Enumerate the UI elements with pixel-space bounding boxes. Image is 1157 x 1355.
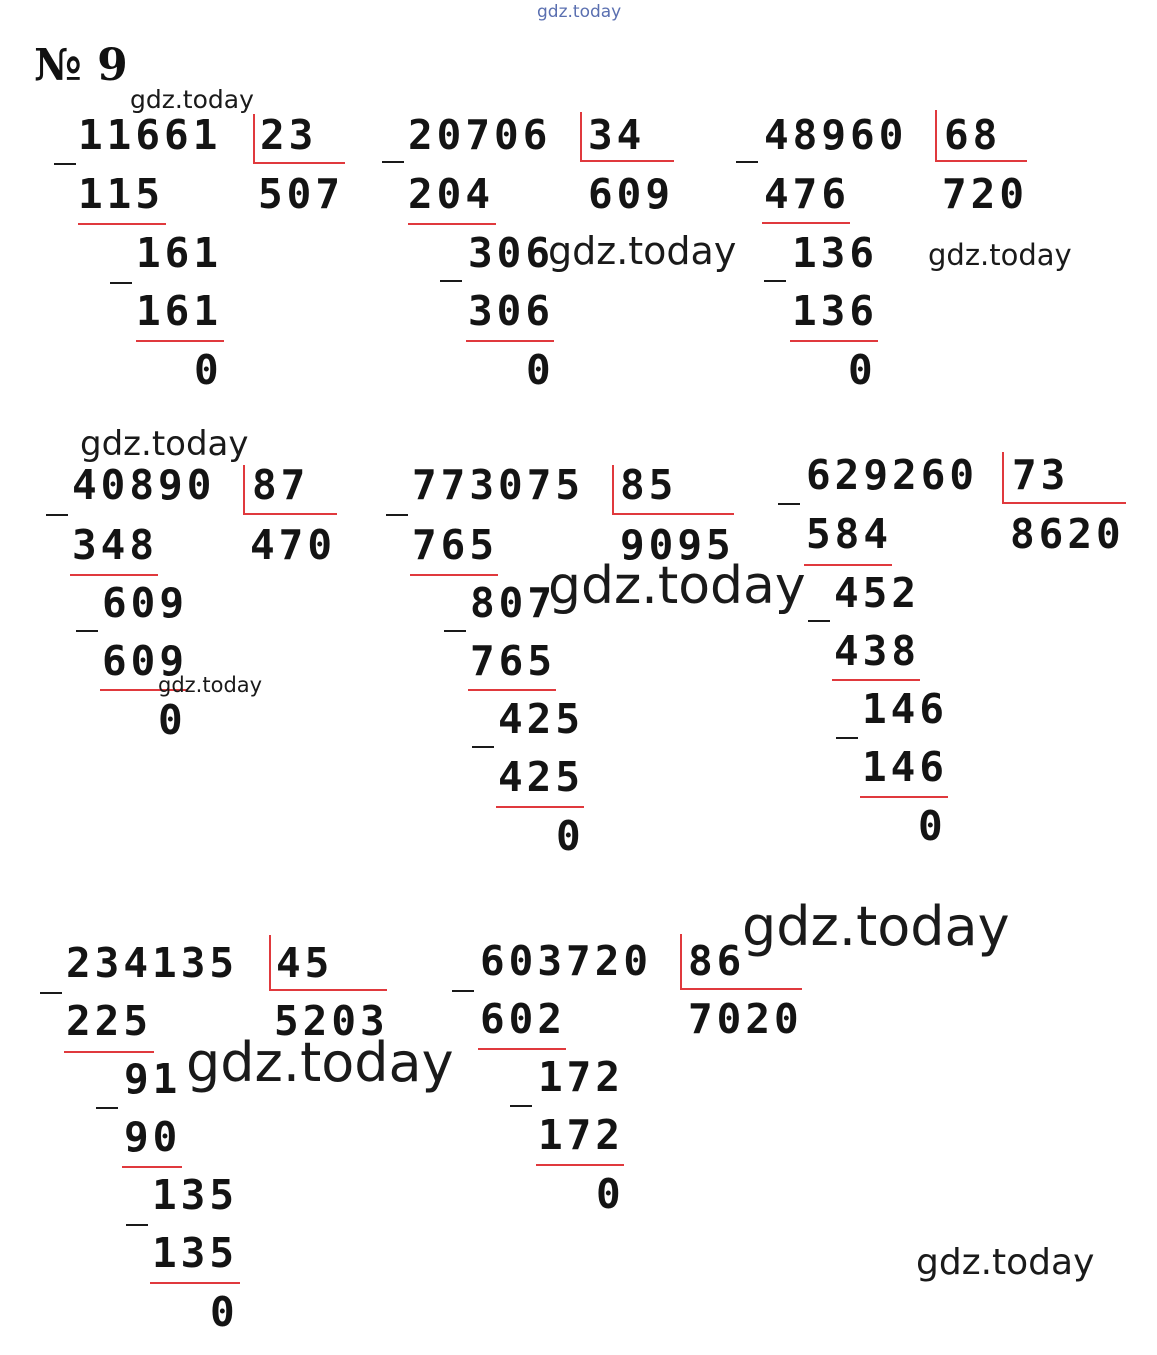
step-remainder: 135: [152, 1171, 239, 1219]
minus-sign: [836, 737, 858, 739]
watermark: gdz.today: [158, 673, 263, 697]
watermark: gdz.today: [928, 238, 1072, 272]
step-underline: [136, 340, 224, 342]
step-underline: [536, 1164, 624, 1166]
watermark: gdz.today: [742, 895, 1010, 958]
divisor: 68: [944, 111, 1002, 159]
final-remainder: 0: [194, 346, 223, 394]
step-underline: [122, 1166, 182, 1168]
step-remainder: 452: [834, 569, 921, 617]
divisor-bar: [580, 112, 582, 162]
step-underline: [762, 222, 850, 224]
quotient: 8620: [1010, 510, 1125, 558]
step-underline: [860, 796, 948, 798]
quotient: 9095: [620, 521, 735, 569]
final-remainder: 0: [848, 346, 877, 394]
step-subtrahend: 602: [480, 995, 567, 1043]
minus-sign: [444, 630, 466, 632]
minus-sign: [386, 514, 408, 516]
step-underline: [790, 340, 878, 342]
step-underline: [78, 223, 166, 225]
dividend: 20706: [408, 111, 552, 159]
step-underline: [478, 1048, 566, 1050]
divisor: 45: [276, 939, 334, 987]
step-subtrahend: 438: [834, 627, 921, 675]
dividend: 48960: [764, 111, 908, 159]
step-subtrahend: 161: [136, 287, 223, 335]
step-subtrahend: 306: [468, 287, 555, 335]
step-subtrahend: 136: [792, 287, 879, 335]
dividend: 773075: [412, 461, 585, 509]
quotient: 720: [942, 170, 1029, 218]
step-remainder: 609: [102, 579, 189, 627]
final-remainder: 0: [596, 1170, 625, 1218]
minus-sign: [808, 620, 830, 622]
step-subtrahend: 90: [124, 1113, 182, 1161]
minus-sign: [778, 503, 800, 505]
minus-sign: [126, 1224, 148, 1226]
quotient: 5203: [274, 997, 389, 1045]
watermark: gdz.today: [130, 85, 254, 114]
minus-sign: [472, 746, 494, 748]
dividend: 11661: [78, 111, 222, 159]
step-remainder: 136: [792, 229, 879, 277]
step-subtrahend: 584: [806, 510, 893, 558]
divisor-underline: [1002, 502, 1126, 504]
divisor-underline: [253, 162, 345, 164]
step-underline: [408, 223, 496, 225]
exercise-title: № 9: [34, 40, 128, 91]
final-remainder: 0: [158, 696, 187, 744]
minus-sign: [510, 1105, 532, 1107]
step-remainder: 91: [124, 1055, 182, 1103]
final-remainder: 0: [526, 346, 555, 394]
divisor-bar: [243, 465, 245, 515]
step-underline: [150, 1282, 240, 1284]
final-remainder: 0: [556, 812, 585, 860]
divisor-bar: [1002, 452, 1004, 504]
step-subtrahend: 146: [862, 743, 949, 791]
step-underline: [804, 564, 892, 566]
dividend: 603720: [480, 937, 653, 985]
quotient: 7020: [688, 995, 803, 1043]
step-remainder: 146: [862, 685, 949, 733]
divisor-bar: [935, 110, 937, 162]
divisor: 85: [620, 461, 678, 509]
divisor-underline: [243, 513, 337, 515]
step-subtrahend: 204: [408, 170, 495, 218]
divisor: 87: [252, 461, 310, 509]
step-subtrahend: 476: [764, 170, 851, 218]
divisor: 23: [260, 111, 318, 159]
step-remainder: 172: [538, 1053, 625, 1101]
step-subtrahend: 115: [78, 170, 165, 218]
final-remainder: 0: [918, 802, 947, 850]
step-underline: [410, 574, 498, 576]
dividend: 40890: [72, 461, 216, 509]
watermark: gdz.today: [548, 556, 806, 616]
minus-sign: [96, 1107, 118, 1109]
quotient: 507: [258, 170, 345, 218]
minus-sign: [736, 161, 758, 163]
divisor-underline: [580, 160, 674, 162]
quotient: 609: [588, 170, 675, 218]
minus-sign: [110, 282, 132, 284]
step-subtrahend: 348: [72, 521, 159, 569]
divisor-bar: [680, 934, 682, 990]
step-subtrahend: 765: [470, 637, 557, 685]
divisor: 86: [688, 937, 746, 985]
divisor-bar: [253, 114, 255, 164]
minus-sign: [764, 280, 786, 282]
minus-sign: [452, 990, 474, 992]
watermark: gdz.today: [80, 424, 249, 464]
step-remainder: 807: [470, 579, 557, 627]
step-underline: [70, 574, 158, 576]
step-subtrahend: 609: [102, 637, 189, 685]
watermark: gdz.today: [916, 1242, 1095, 1283]
dividend: 234135: [66, 939, 239, 987]
divisor: 73: [1012, 451, 1070, 499]
step-underline: [64, 1051, 154, 1053]
step-remainder: 161: [136, 229, 223, 277]
divisor-bar: [269, 935, 271, 991]
step-subtrahend: 172: [538, 1111, 625, 1159]
divisor-underline: [269, 989, 387, 991]
step-underline: [832, 679, 920, 681]
minus-sign: [440, 280, 462, 282]
minus-sign: [54, 163, 76, 165]
divisor-underline: [680, 988, 802, 990]
step-subtrahend: 765: [412, 521, 499, 569]
step-remainder: 425: [498, 695, 585, 743]
step-underline: [496, 806, 584, 808]
quotient: 470: [250, 521, 337, 569]
step-remainder: 306: [468, 229, 555, 277]
divisor-underline: [935, 160, 1027, 162]
final-remainder: 0: [210, 1288, 239, 1336]
step-underline: [466, 340, 554, 342]
minus-sign: [76, 630, 98, 632]
minus-sign: [40, 992, 62, 994]
divisor: 34: [588, 111, 646, 159]
step-subtrahend: 425: [498, 753, 585, 801]
watermark-top: gdz.today: [537, 2, 622, 22]
divisor-underline: [612, 513, 734, 515]
divisor-bar: [612, 465, 614, 515]
dividend: 629260: [806, 451, 979, 499]
step-underline: [468, 689, 556, 691]
watermark: gdz.today: [186, 1031, 454, 1094]
minus-sign: [382, 161, 404, 163]
step-subtrahend: 225: [66, 997, 153, 1045]
minus-sign: [46, 514, 68, 516]
watermark: gdz.today: [548, 229, 737, 273]
step-subtrahend: 135: [152, 1229, 239, 1277]
